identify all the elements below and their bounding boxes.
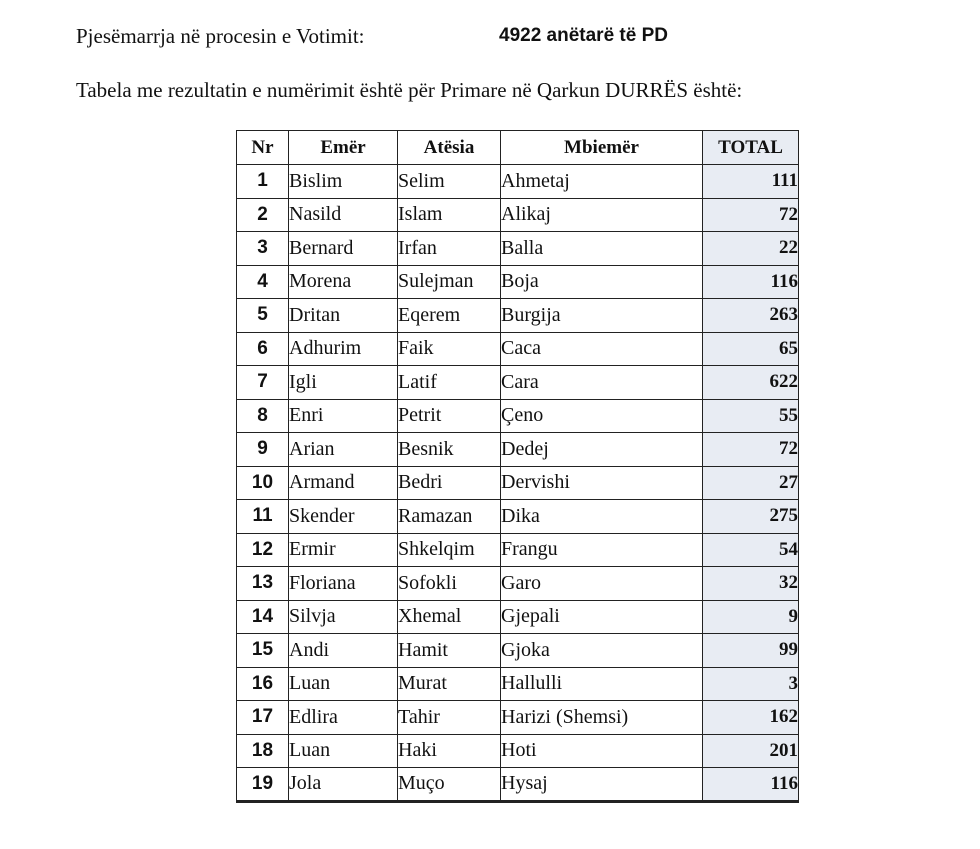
cell-mbiemer: Balla bbox=[501, 232, 703, 266]
table-row bbox=[237, 600, 799, 634]
table-row bbox=[237, 667, 799, 701]
cell-total: 65 bbox=[703, 332, 799, 366]
cell-nr: 3 bbox=[237, 232, 289, 266]
header-mbiemer: Mbiemër bbox=[501, 131, 703, 165]
cell-mbiemer: Gjepali bbox=[501, 600, 703, 634]
cell-emer: Luan bbox=[289, 667, 398, 701]
cell-nr: 4 bbox=[237, 265, 289, 299]
cell-total: 263 bbox=[703, 299, 799, 333]
cell-nr: 13 bbox=[237, 567, 289, 601]
cell-mbiemer: Çeno bbox=[501, 399, 703, 433]
cell-atesia: Islam bbox=[398, 198, 501, 232]
cell-emer: Skender bbox=[289, 500, 398, 534]
cell-emer: Igli bbox=[289, 366, 398, 400]
cell-nr: 9 bbox=[237, 433, 289, 467]
cell-total: 72 bbox=[703, 433, 799, 467]
cell-nr: 17 bbox=[237, 701, 289, 735]
cell-nr: 2 bbox=[237, 198, 289, 232]
table-row bbox=[237, 768, 799, 802]
table-row bbox=[237, 433, 799, 467]
cell-nr: 12 bbox=[237, 533, 289, 567]
cell-emer: Silvja bbox=[289, 600, 398, 634]
participation-line bbox=[76, 24, 668, 49]
cell-nr: 5 bbox=[237, 299, 289, 333]
cell-atesia: Latif bbox=[398, 366, 501, 400]
cell-total: 9 bbox=[703, 600, 799, 634]
cell-nr: 18 bbox=[237, 734, 289, 768]
cell-total: 275 bbox=[703, 500, 799, 534]
cell-mbiemer: Dika bbox=[501, 500, 703, 534]
cell-mbiemer: Alikaj bbox=[501, 198, 703, 232]
cell-emer: Arian bbox=[289, 433, 398, 467]
table-row bbox=[237, 299, 799, 333]
header-row bbox=[237, 131, 799, 165]
cell-atesia: Bedri bbox=[398, 466, 501, 500]
cell-mbiemer: Hoti bbox=[501, 734, 703, 768]
cell-emer: Andi bbox=[289, 634, 398, 668]
cell-total: 162 bbox=[703, 701, 799, 735]
cell-atesia: Irfan bbox=[398, 232, 501, 266]
cell-total: 111 bbox=[703, 165, 799, 199]
cell-atesia: Shkelqim bbox=[398, 533, 501, 567]
cell-total: 201 bbox=[703, 734, 799, 768]
cell-mbiemer: Caca bbox=[501, 332, 703, 366]
cell-total: 32 bbox=[703, 567, 799, 601]
table-row bbox=[237, 265, 799, 299]
cell-atesia: Besnik bbox=[398, 433, 501, 467]
cell-emer: Bernard bbox=[289, 232, 398, 266]
cell-emer: Nasild bbox=[289, 198, 398, 232]
cell-mbiemer: Garo bbox=[501, 567, 703, 601]
cell-nr: 10 bbox=[237, 466, 289, 500]
cell-atesia: Sofokli bbox=[398, 567, 501, 601]
table-row bbox=[237, 366, 799, 400]
cell-atesia: Haki bbox=[398, 734, 501, 768]
table-row bbox=[237, 500, 799, 534]
cell-nr: 14 bbox=[237, 600, 289, 634]
cell-total: 116 bbox=[703, 265, 799, 299]
cell-nr: 7 bbox=[237, 366, 289, 400]
cell-total: 99 bbox=[703, 634, 799, 668]
header-atesia: Atësia bbox=[398, 131, 501, 165]
table-row bbox=[237, 533, 799, 567]
table-row bbox=[237, 734, 799, 768]
cell-nr: 11 bbox=[237, 500, 289, 534]
cell-atesia: Petrit bbox=[398, 399, 501, 433]
cell-atesia: Tahir bbox=[398, 701, 501, 735]
table-row bbox=[237, 332, 799, 366]
cell-emer: Jola bbox=[289, 768, 398, 802]
cell-mbiemer: Cara bbox=[501, 366, 703, 400]
cell-total: 27 bbox=[703, 466, 799, 500]
cell-nr: 8 bbox=[237, 399, 289, 433]
table-row bbox=[237, 232, 799, 266]
table-row bbox=[237, 198, 799, 232]
participation-label: Pjesëmarrja në procesin e Votimit: bbox=[76, 24, 365, 48]
table-body bbox=[237, 165, 799, 802]
cell-emer: Dritan bbox=[289, 299, 398, 333]
cell-atesia: Eqerem bbox=[398, 299, 501, 333]
cell-atesia: Xhemal bbox=[398, 600, 501, 634]
header-nr: Nr bbox=[237, 131, 289, 165]
cell-mbiemer: Boja bbox=[501, 265, 703, 299]
cell-total: 3 bbox=[703, 667, 799, 701]
table-row bbox=[237, 634, 799, 668]
cell-atesia: Sulejman bbox=[398, 265, 501, 299]
cell-atesia: Selim bbox=[398, 165, 501, 199]
cell-total: 622 bbox=[703, 366, 799, 400]
cell-emer: Edlira bbox=[289, 701, 398, 735]
cell-nr: 1 bbox=[237, 165, 289, 199]
cell-atesia: Faik bbox=[398, 332, 501, 366]
cell-mbiemer: Frangu bbox=[501, 533, 703, 567]
cell-nr: 6 bbox=[237, 332, 289, 366]
cell-emer: Enri bbox=[289, 399, 398, 433]
cell-atesia: Ramazan bbox=[398, 500, 501, 534]
cell-emer: Armand bbox=[289, 466, 398, 500]
header-total: TOTAL bbox=[703, 131, 799, 165]
cell-mbiemer: Hallulli bbox=[501, 667, 703, 701]
cell-atesia: Hamit bbox=[398, 634, 501, 668]
cell-mbiemer: Burgija bbox=[501, 299, 703, 333]
cell-total: 55 bbox=[703, 399, 799, 433]
cell-emer: Ermir bbox=[289, 533, 398, 567]
cell-nr: 19 bbox=[237, 768, 289, 802]
cell-total: 116 bbox=[703, 768, 799, 802]
table-row bbox=[237, 466, 799, 500]
cell-emer: Morena bbox=[289, 265, 398, 299]
cell-atesia: Muço bbox=[398, 768, 501, 802]
participation-value: 4922 anëtarë të PD bbox=[499, 25, 668, 46]
cell-mbiemer: Gjoka bbox=[501, 634, 703, 668]
cell-mbiemer: Ahmetaj bbox=[501, 165, 703, 199]
results-table bbox=[236, 130, 799, 803]
cell-emer: Luan bbox=[289, 734, 398, 768]
cell-total: 72 bbox=[703, 198, 799, 232]
cell-emer: Floriana bbox=[289, 567, 398, 601]
cell-nr: 16 bbox=[237, 667, 289, 701]
table-row bbox=[237, 399, 799, 433]
table-row bbox=[237, 165, 799, 199]
cell-total: 54 bbox=[703, 533, 799, 567]
cell-mbiemer: Harizi (Shemsi) bbox=[501, 701, 703, 735]
cell-atesia: Murat bbox=[398, 667, 501, 701]
cell-nr: 15 bbox=[237, 634, 289, 668]
table-row bbox=[237, 567, 799, 601]
cell-total: 22 bbox=[703, 232, 799, 266]
table-intro: Tabela me rezultatin e numërimit është për Primare në Qarkun DURRËS është: bbox=[76, 78, 743, 102]
cell-mbiemer: Dedej bbox=[501, 433, 703, 467]
cell-mbiemer: Hysaj bbox=[501, 768, 703, 802]
header-emer: Emër bbox=[289, 131, 398, 165]
cell-emer: Adhurim bbox=[289, 332, 398, 366]
cell-emer: Bislim bbox=[289, 165, 398, 199]
cell-mbiemer: Dervishi bbox=[501, 466, 703, 500]
table-header bbox=[237, 131, 799, 165]
table-row bbox=[237, 701, 799, 735]
